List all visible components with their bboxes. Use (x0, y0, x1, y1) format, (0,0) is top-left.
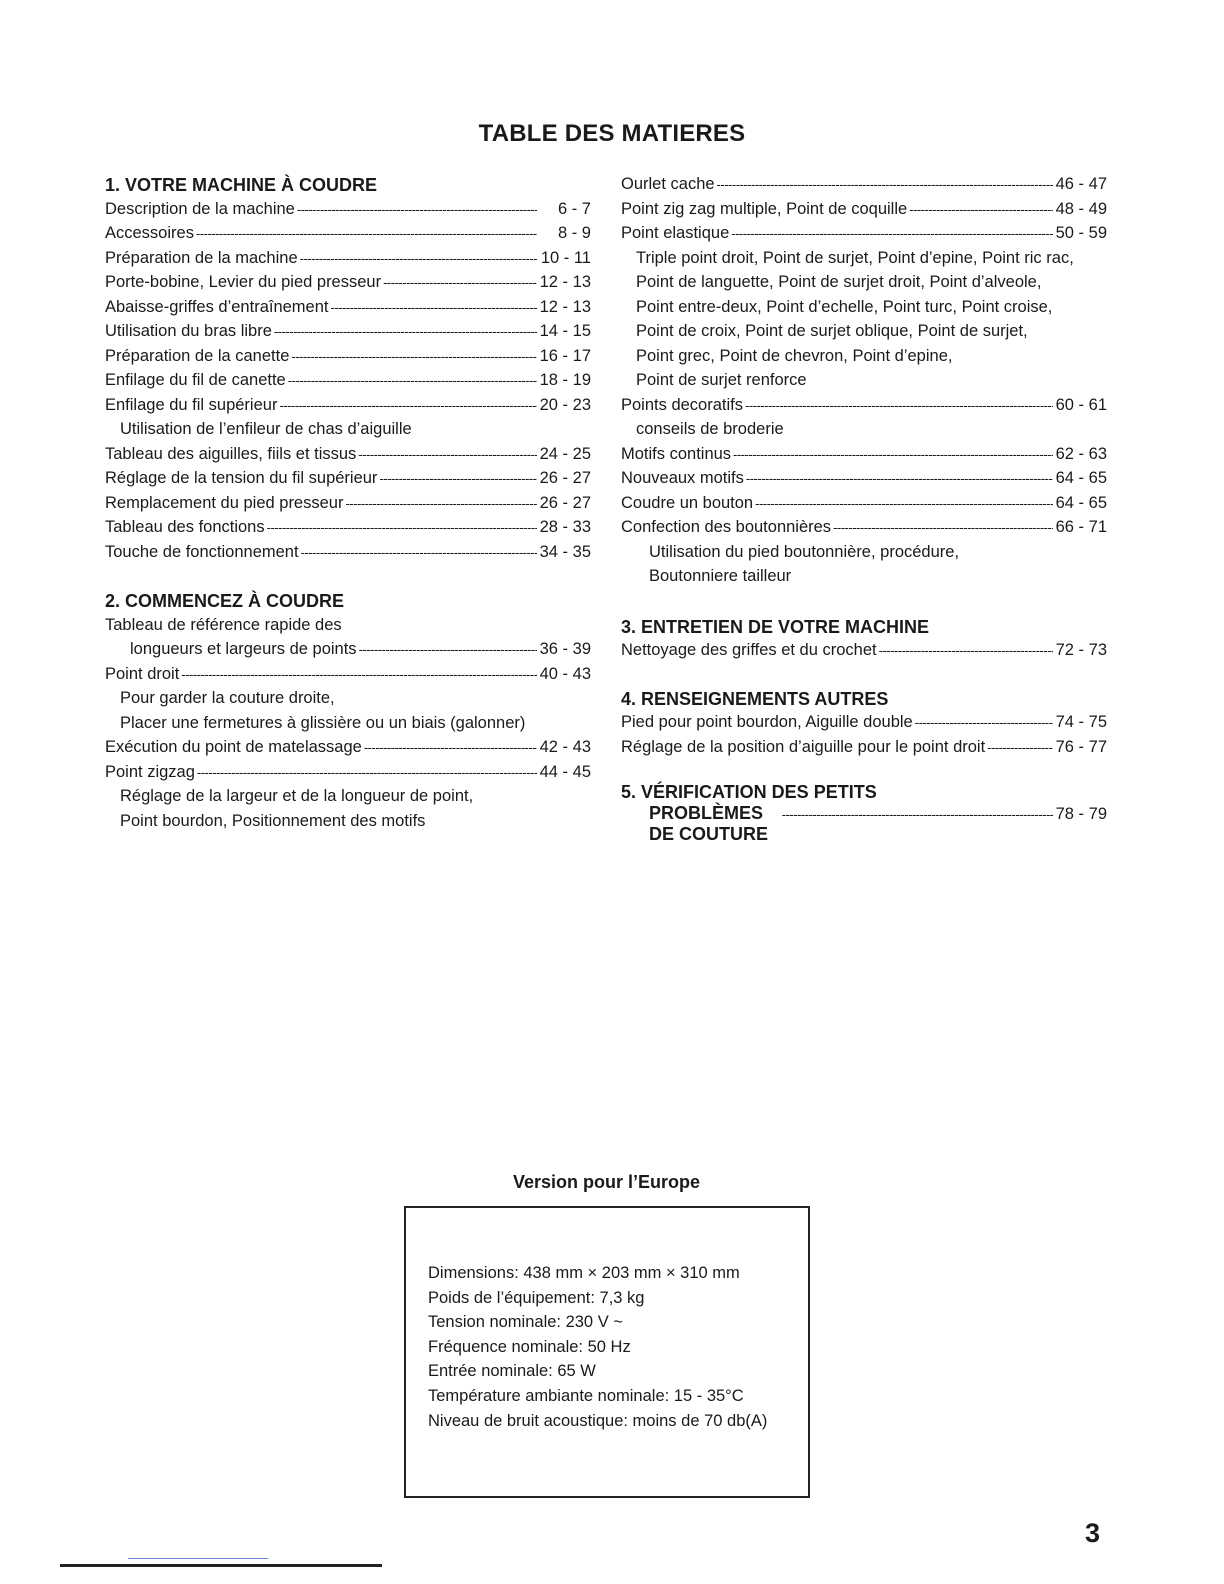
toc-subentry: Point grec, Point de chevron, Point d’epine, (636, 346, 953, 365)
toc-entry-label: Tableau des aiguilles, fiils et tissus (105, 444, 357, 463)
toc-entry-label: Remplacement du pied presseur (105, 493, 344, 512)
specs-list (428, 1261, 767, 1433)
toc-entry-pages: 18 - 19 (539, 371, 591, 389)
toc-entry-pages: 12 - 13 (539, 297, 591, 316)
toc-entry-label: Réglage de la position d’aiguille pour le point droit (621, 737, 986, 756)
toc-entry-pages: 36 - 39 (539, 640, 591, 658)
spec-item: Température ambiante nominale: 15 - 35°C (428, 1386, 744, 1405)
toc-entry-label: Point zigzag (105, 762, 195, 781)
toc-entry-pages: 50 - 59 (1055, 224, 1107, 242)
toc-entry-label: Enfilage du fil supérieur (105, 395, 278, 414)
page-number: 3 (1084, 1518, 1100, 1548)
toc-entry-label: Touche de fonctionnement (105, 542, 299, 561)
toc-entry (105, 368, 591, 393)
toc-entry (105, 442, 591, 467)
toc-entry-label: Points decoratifs (621, 395, 743, 414)
toc-entry-label: Abaisse-griffes d’entraînement (105, 297, 329, 316)
toc-entry-pages: 44 - 45 (539, 762, 591, 781)
toc-entry-pages: 46 - 47 (1055, 175, 1107, 193)
toc-entry (105, 637, 591, 662)
toc-entry-pages: 64 - 65 (1055, 469, 1107, 487)
toc-entry-label: Tableau de référence rapide des (105, 615, 342, 634)
toc-entry-label: longueurs et largeurs de points (130, 640, 357, 658)
toc-entry-label: Enfilage du fil de canette (105, 371, 286, 389)
toc-subentry: Pour garder la couture droite, (120, 689, 335, 707)
toc-entry (105, 344, 591, 369)
toc-entry-label: Point zig zag multiple, Point de coquille (621, 199, 908, 218)
specs-title: Version pour l’Europe (512, 1172, 701, 1192)
toc-entry (105, 221, 591, 246)
toc-entry-pages: 26 - 27 (539, 469, 591, 487)
spec-item: Niveau de bruit acoustique: moins de 70 db(A) (428, 1411, 768, 1430)
toc-left-column (105, 172, 591, 833)
toc-entry (621, 638, 1107, 663)
toc-entry-pages: 76 - 77 (1055, 737, 1107, 756)
toc-entry-pages: 40 - 43 (539, 664, 591, 683)
section-4-heading: 4. RENSEIGNEMENTS AUTRES (621, 688, 889, 709)
toc-subentry: Point de languette, Point de surjet droit, Point d’alveole, (636, 273, 1042, 291)
toc-subentry: conseils de broderie (636, 420, 784, 438)
toc-subentry: Point de croix, Point de surjet oblique, Point de surjet, (636, 322, 1028, 340)
toc-entry-pages: 26 - 27 (539, 493, 591, 512)
spec-item: Fréquence nominale: 50 Hz (428, 1337, 631, 1356)
toc-entry-label: Exécution du point de matelassage (105, 738, 362, 756)
toc-entry-pages: 60 - 61 (1055, 395, 1107, 414)
toc-entry-pages: 34 - 35 (539, 542, 591, 561)
toc-entry (621, 710, 1107, 735)
toc-entry (105, 270, 591, 295)
toc-entry-pages: 6 - 7 (557, 199, 591, 218)
toc-entry-label: Coudre un bouton (621, 493, 754, 512)
toc-subentry: Point bourdon, Positionnement des motifs (120, 811, 426, 830)
toc-right-column (621, 172, 1107, 845)
spec-item: Tension nominale: 230 V ~ (428, 1313, 623, 1332)
toc-entry-label: Préparation de la machine (105, 248, 298, 267)
toc-subentry: Point de surjet renforce (636, 371, 807, 389)
toc-entry-label: Accessoires (105, 224, 194, 242)
toc-entry (105, 760, 591, 785)
scan-artifact-line (128, 1558, 268, 1559)
toc-entry-pages: 66 - 71 (1055, 518, 1107, 536)
toc-entry-pages: 64 - 65 (1055, 493, 1107, 512)
toc-entry-pages: 48 - 49 (1055, 199, 1107, 218)
toc-entry-label: Confection des boutonnières (621, 518, 832, 536)
toc-entry-pages: 16 - 17 (539, 346, 591, 365)
toc-entry (105, 246, 591, 271)
section-3-heading: 3. ENTRETIEN DE VOTRE MACHINE (621, 616, 930, 637)
toc-entry-pages: 14 - 15 (539, 322, 591, 340)
toc-subentry: Triple point droit, Point de surjet, Point d’epine, Point ric rac, (636, 248, 1074, 267)
toc-entry (105, 319, 591, 344)
toc-entry (621, 491, 1107, 516)
toc-entry (621, 515, 1107, 540)
toc-entry (105, 540, 591, 565)
toc-entry (621, 466, 1107, 491)
toc-subentry: Utilisation de l’enfileur de chas d’aiguille (120, 420, 412, 438)
toc-subentry: Placer une fermetures à glissière ou un biais (galonner) (120, 713, 526, 732)
toc-entry (105, 735, 591, 760)
toc-entry-label: Nouveaux motifs (621, 469, 744, 487)
toc-entry (621, 197, 1107, 222)
toc-entry-pages: 12 - 13 (539, 273, 591, 291)
toc-entry-label: Point droit (105, 664, 180, 683)
toc-entry (105, 515, 591, 540)
toc-entry-label: Tableau des fonctions (105, 518, 265, 536)
section-5-heading-line2: PROBLÈMES DE COUTURE (649, 803, 769, 844)
toc-entry (621, 172, 1107, 197)
toc-entry-label: Préparation de la canette (105, 346, 290, 365)
toc-entry (105, 466, 591, 491)
toc-entry-pages: 42 - 43 (539, 738, 591, 756)
toc-entry-label: Porte-bobine, Levier du pied presseur (105, 273, 382, 291)
toc-subentry: Réglage de la largeur et de la longueur de point, (120, 787, 474, 805)
page-title: TABLE DES MATIERES (478, 120, 746, 148)
toc-entry-label: Utilisation du bras libre (105, 322, 272, 340)
toc-entry-pages: 72 - 73 (1055, 641, 1107, 659)
specs-box (404, 1206, 810, 1498)
section-5-heading-line1: 5. VÉRIFICATION DES PETITS (621, 782, 877, 802)
section-2-heading: 2. COMMENCEZ À COUDRE (105, 591, 345, 611)
toc-entry-label: Motifs continus (621, 444, 732, 463)
toc-entry-line1 (105, 613, 591, 638)
toc-entry-label: Nettoyage des griffes et du crochet (621, 641, 877, 659)
toc-entry (105, 197, 591, 222)
toc-subentry: Point entre-deux, Point d’echelle, Point turc, Point croise, (636, 297, 1053, 316)
spec-item: Dimensions: 438 mm × 203 mm × 310 mm (428, 1264, 740, 1282)
toc-entry-pages: 20 - 23 (539, 395, 591, 414)
toc-entry-pages: 10 - 11 (540, 248, 591, 267)
toc-entry-pages: 62 - 63 (1055, 444, 1107, 463)
toc-entry-pages: 74 - 75 (1055, 713, 1107, 731)
toc-entry-label: Point elastique (621, 224, 730, 242)
toc-entry (105, 491, 591, 516)
toc-entry (621, 442, 1107, 467)
toc-entry (621, 221, 1107, 246)
toc-entry-pages: 28 - 33 (539, 518, 591, 536)
toc-entry-label: Pied pour point bourdon, Aiguille double (621, 713, 913, 731)
toc-entry (621, 735, 1107, 760)
toc-entry-label: Réglage de la tension du fil supérieur (105, 469, 378, 487)
toc-entry (105, 295, 591, 320)
toc-subentry: Utilisation du pied boutonnière, procédure, (649, 542, 960, 561)
toc-entry-pages: 78 - 79 (1055, 805, 1107, 823)
toc-entry-label: Ourlet cache (621, 175, 715, 193)
toc-entry-pages: 8 - 9 (557, 224, 591, 242)
spec-item: Poids de l’équipement: 7,3 kg (428, 1288, 645, 1307)
section-5-heading (621, 782, 1107, 845)
toc-entry (105, 662, 591, 687)
bottom-rule (60, 1564, 382, 1567)
toc-subentry: Boutonniere tailleur (649, 567, 792, 585)
spec-item: Entrée nominale: 65 W (428, 1362, 596, 1381)
toc-entry (105, 393, 591, 418)
toc-entry-pages: 24 - 25 (539, 444, 591, 463)
toc-entry (621, 393, 1107, 418)
toc-entry-label: Description de la machine (105, 199, 295, 218)
section-1-heading: 1. VOTRE MACHINE À COUDRE (105, 175, 378, 195)
